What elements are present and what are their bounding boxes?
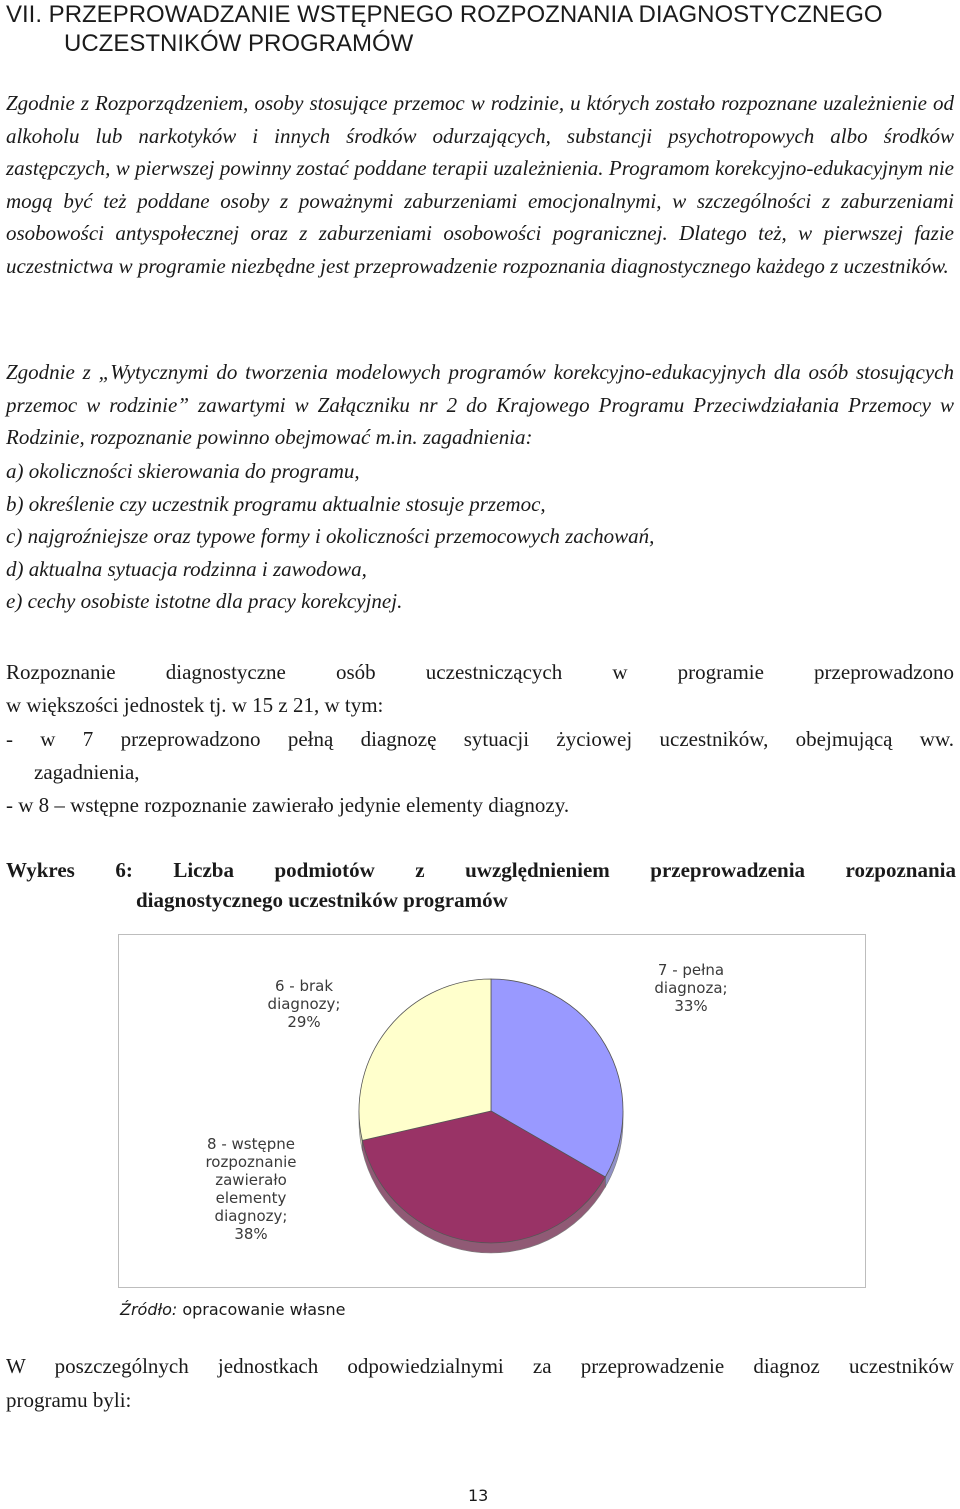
section-heading-line2: UCZESTNIKÓW PROGRAMÓW [64, 30, 414, 57]
chart-caption-line1: Wykres 6: Liczba podmiotów z uwzględnieniem przeprowadzenia rozpoznania [6, 858, 956, 882]
section-heading-line1: VII. PRZEPROWADZANIE WSTĘPNEGO ROZPOZNANIA DIAGNOSTYCZNEGO [6, 1, 883, 28]
bullet-full-diagnosis-line2: zagadnienia, [34, 760, 140, 784]
section-heading [6, 0, 956, 58]
source-note [120, 1300, 345, 1319]
page-number: 13 [468, 1486, 489, 1505]
paragraph-rozpoznanie-line1: Rozpoznanie diagnostyczne osób uczestniczących w programie przeprowadzono [6, 660, 954, 684]
list-item: e) cechy osobiste istotne dla pracy korekcyjnej. [6, 589, 403, 613]
paragraph-responsible-line2: programu byli: [6, 1388, 132, 1412]
pie-chart [119, 935, 865, 1287]
chart-caption-line2: diagnostycznego uczestników programów [136, 888, 508, 912]
paragraph-rozpoznanie-line2: w większości jednostek tj. w 15 z 21, w tym: [6, 693, 384, 717]
source-text: opracowanie własne [177, 1300, 346, 1319]
pie-slice-label: 6 - brak diagnozy; 29% [267, 977, 341, 1031]
paragraph-wytyczne: Zgodnie z „Wytycznymi do tworzenia modelowych programów korekcyjno-edukacyjnych dla osób stosujących przemoc w rodzinie” zawartymi w Załączniku nr 2 do Krajowego Programu Przeciwdziałania Przemocy w Rodzinie, rozpoznanie powinno obejmować m.in. zagadnienia: [6, 360, 954, 449]
list-issues [6, 455, 954, 618]
paragraph-responsible-line1: W poszczególnych jednostkach odpowiedzialnymi za przeprowadzenie diagnoz uczestników [6, 1354, 954, 1378]
chart-frame [118, 934, 866, 1288]
pie-slice-label: 7 - pełna diagnoza; 33% [654, 961, 728, 1015]
list-item: a) okoliczności skierowania do programu, [6, 459, 360, 483]
list-item: b) określenie czy uczestnik programu aktualnie stosuje przemoc, [6, 491, 546, 516]
list-item: d) aktualna sytuacja rodzinna i zawodowa, [6, 556, 367, 581]
list-item: c) najgroźniejsze oraz typowe formy i okoliczności przemocowych zachowań, [6, 524, 655, 548]
paragraph-rozporzadzenie: Zgodnie z Rozporządzeniem, osoby stosujące przemoc w rodzinie, u których zostało rozpoznane uzależnienie od alkoholu lub narkotyków i innych środków odurzających, substancji psychotropowych albo środków zastępczych, w pierwszej powinny zostać poddane terapii uzależnienia. Programom korekcyjno-edukacyjnym nie mogą być też poddane osoby z poważnymi zaburzeniami emocjonalnymi, w szczególności z zaburzeniami osobowości antyspołecznej oraz z zaburzeniami osobowości pogranicznej. Dlatego też, w pierwszej fazie uczestnictwa w programie niezbędne jest przeprowadzenie rozpoznania diagnostycznego każdego z uczestników. [6, 91, 954, 278]
pie-slice-label: 8 - wstępne rozpoznanie zawierało elementy diagnozy; 38% [205, 1135, 297, 1243]
bullet-initial-diagnosis: - w 8 – wstępne rozpoznanie zawierało jedynie elementy diagnozy. [6, 793, 570, 817]
source-prefix: Źródło: [120, 1300, 178, 1319]
bullet-full-diagnosis-line1: - w 7 przeprowadzono pełną diagnozę sytuacji życiowej uczestników, obejmującą ww. [6, 727, 954, 751]
